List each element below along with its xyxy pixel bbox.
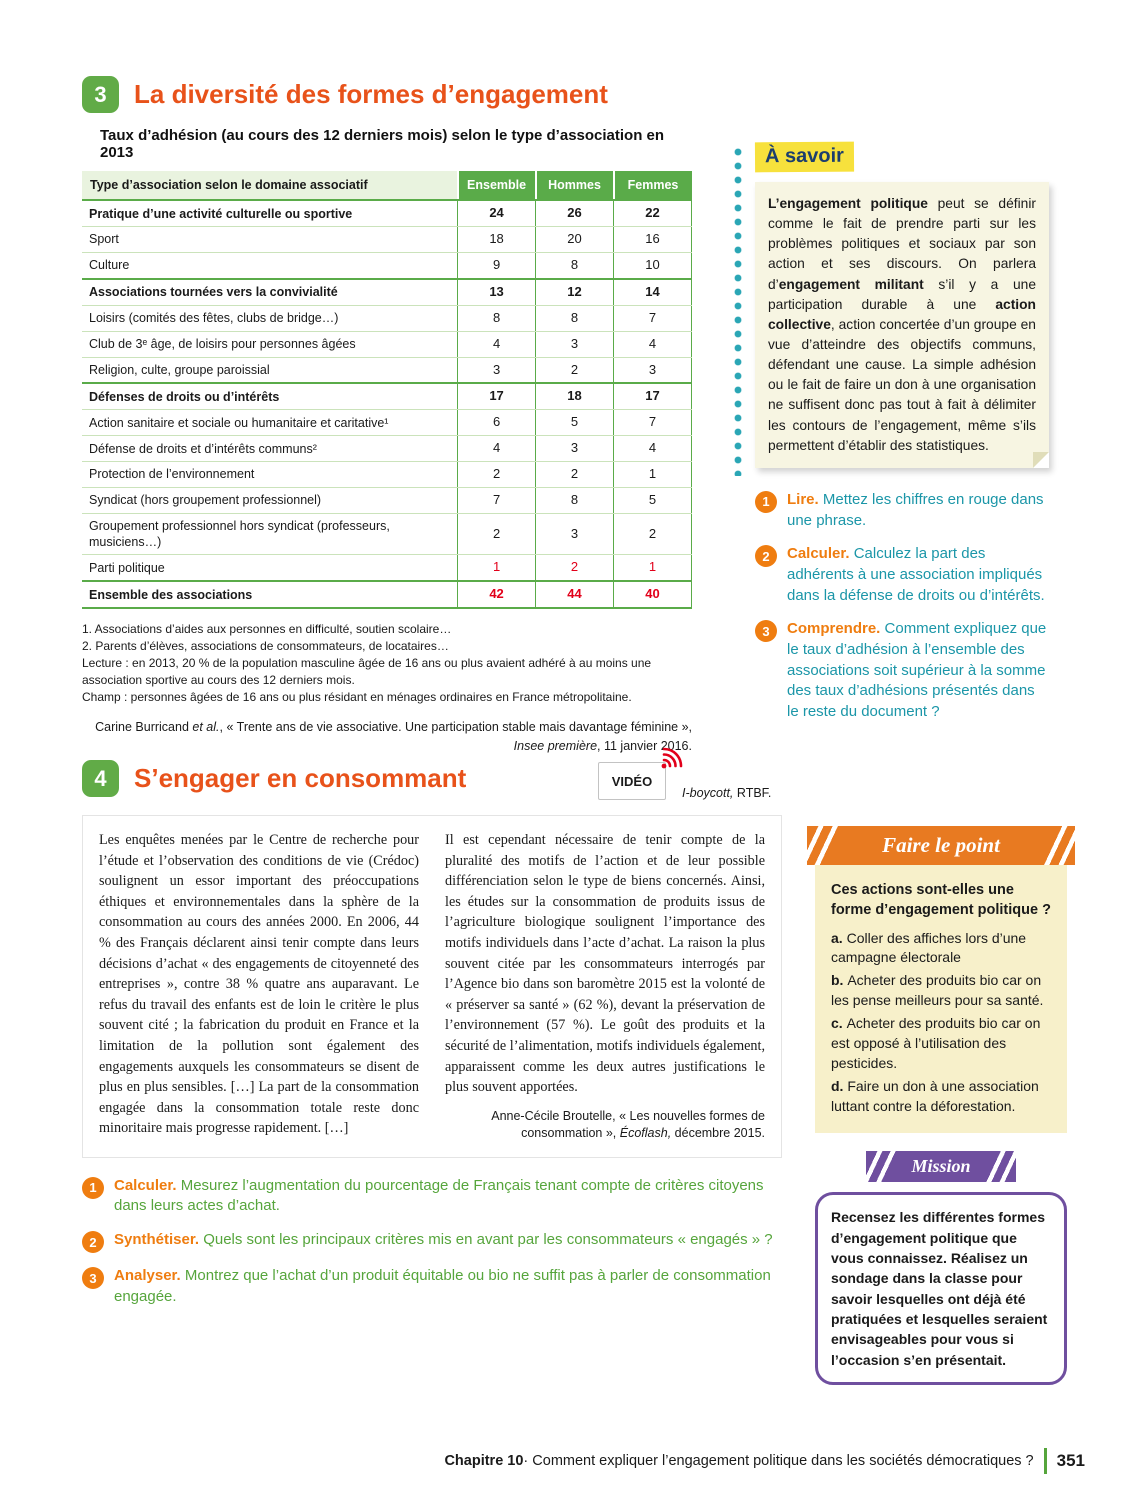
table-row — [82, 410, 692, 436]
table-header-row — [82, 171, 692, 200]
a-savoir-sidebar — [737, 142, 1049, 736]
row-label: Groupement professionnel hors syndicat (professeurs, musiciens…) — [82, 513, 458, 555]
chapter-label: Chapitre 10 — [444, 1453, 524, 1469]
row-label: Associations tournées vers la convivialité — [82, 279, 458, 305]
mission-box: Recensez les différentes formes d’engagement politique que vous connaissez. Réalisez un sondage dans la classe pour savoir lesquelles ont déjà été pratiquées et lesquelles seraient envisageables pour vous si l’occasion s’en présentait. — [815, 1192, 1067, 1384]
row-label: Défenses de droits ou d’intérêts — [82, 383, 458, 409]
a-savoir-text — [768, 194, 1036, 456]
bold-term: action collective — [768, 296, 1036, 332]
row-value: 2 — [536, 462, 614, 488]
checklist-item: a. Coller des affiches lors d’une campagne électorale — [831, 929, 1027, 966]
a-savoir-inner — [755, 142, 1049, 723]
faire-le-point-question: Ces actions sont-elles une forme d’engagement politique ? — [831, 882, 1051, 919]
video-caption — [682, 786, 771, 800]
section3-title: La diversité des formes d’engagement — [134, 79, 608, 109]
question-number-badge: 3 — [82, 1267, 104, 1289]
row-value: 5 — [536, 410, 614, 436]
section3-number-badge: 3 — [82, 76, 119, 113]
bold-term: L’engagement politique — [768, 196, 928, 211]
text-segment: s’il y a une participation durable à une — [768, 276, 1036, 312]
page-footer — [444, 1448, 1085, 1474]
row-label: Protection de l’environnement — [82, 462, 458, 488]
row-value: 42 — [458, 581, 536, 608]
table-row — [82, 581, 692, 608]
row-value: 2 — [536, 357, 614, 383]
row-value: 7 — [458, 488, 536, 514]
question-verb: Comprendre. — [787, 620, 885, 638]
doc-source-publication: Écoflash, — [619, 1126, 672, 1141]
row-value: 18 — [458, 227, 536, 253]
question-number-badge: 1 — [755, 491, 777, 513]
checklist-item-letter: d. — [831, 1077, 848, 1094]
row-value: 12 — [536, 279, 614, 305]
faire-le-point-items — [831, 929, 1051, 1117]
row-value: 4 — [614, 331, 692, 357]
row-label: Parti politique — [82, 555, 458, 581]
row-value: 22 — [614, 200, 692, 226]
question-verb: Synthétiser. — [114, 1231, 204, 1249]
row-value: 40 — [614, 581, 692, 608]
row-value: 4 — [614, 436, 692, 462]
row-value: 8 — [536, 253, 614, 279]
row-value: 2 — [458, 513, 536, 555]
checklist-item-letter: a. — [831, 929, 847, 946]
table-title: Taux d’adhésion (au cours des 12 derniers mois) selon le type d’association en 2013 — [100, 127, 665, 161]
adhesion-table — [82, 171, 692, 609]
table-row — [82, 436, 692, 462]
table-row — [82, 305, 692, 331]
bold-term: engagement militant — [778, 276, 924, 292]
source-authors-etal: et al. — [192, 720, 220, 735]
row-value: 13 — [458, 279, 536, 305]
row-value: 8 — [458, 305, 536, 331]
row-label: Culture — [82, 253, 458, 279]
a-savoir-heading — [755, 142, 1049, 172]
row-value: 7 — [614, 305, 692, 331]
column-header-femmes: Femmes — [614, 171, 692, 200]
question-item — [82, 1176, 782, 1217]
question-number-badge: 2 — [82, 1231, 104, 1253]
question-number-badge: 2 — [755, 545, 777, 567]
video-caption-channel: RTBF. — [733, 786, 772, 800]
document-column-1: Les enquêtes menées par le Centre de recherche pour l’étude et l’observation des conditions de vie (Crédoc) soulignent un essor important des préoccupations éthiques et environnementales dans la sphère de la consommation au cours des années 2000. En 2006, 44 % des Français déclarent ainsi tenir compte dans leurs décisions d’achat « des engagements de citoyenneté des entreprises », contre 38 % quatre ans auparavant. Le refus du travail des enfants est de loin le critère le plus souvent cité ; la fabrication du produit en France et la limitation de la pollution sont également des engagements auxquels les consommateurs se disent de plus en plus sensibles. […] La part de la consommation engagée dans la consommation totale reste donc minoritaire mais progresse rapidement. […] — [99, 832, 419, 1137]
section4-questions — [82, 1176, 782, 1308]
row-value: 8 — [536, 488, 614, 514]
row-value: 17 — [614, 383, 692, 409]
row-value: 26 — [536, 200, 614, 226]
broadcast-icon — [660, 744, 686, 770]
question-text: Comprendre. Comment expliquez que le taux d’adhésion à l’ensemble des associations soit supérieur à la somme des taux d’adhésions présentés dans le reste du document ? — [787, 620, 1047, 721]
document-column-2 — [445, 830, 765, 1143]
question-number-badge: 3 — [755, 620, 777, 642]
text-segment: peut se définir comme le fait de prendre parti sur les problèmes politiques et sociaux par son action et ses discours. On parlera d’ — [768, 196, 1036, 292]
question-item — [755, 544, 1049, 606]
table-row — [82, 200, 692, 226]
document-excerpt — [82, 815, 782, 1158]
row-value: 3 — [536, 436, 614, 462]
row-label: Pratique d’une activité culturelle ou sportive — [82, 200, 458, 226]
section3-header — [82, 76, 694, 113]
question-verb: Calculer. — [114, 1176, 181, 1194]
row-value: 8 — [536, 305, 614, 331]
chapter-title: · Comment expliquer l’engagement politique dans les sociétés démocratiques ? — [523, 1453, 1034, 1469]
table-row — [82, 331, 692, 357]
table-row — [82, 227, 692, 253]
table-row — [82, 253, 692, 279]
column-header-ensemble: Ensemble — [458, 171, 536, 200]
footnote-line: 1. Associations d’aides aux personnes en difficulté, soutien scolaire… — [82, 622, 452, 637]
question-item — [82, 1266, 782, 1307]
dotted-border-decoration — [733, 146, 743, 476]
row-value: 4 — [458, 331, 536, 357]
document-source — [445, 1108, 765, 1143]
row-value: 2 — [458, 462, 536, 488]
row-label: Ensemble des associations — [82, 581, 458, 608]
question-verb: Lire. — [787, 490, 823, 508]
row-value: 6 — [458, 410, 536, 436]
row-value: 18 — [536, 383, 614, 409]
question-text: Calculer. Calculez la part des adhérents à une association impliqués dans la défense de droits ou d’intérêts. — [787, 545, 1045, 604]
doc-source-author: Anne-Cécile Broutelle, « Les nouvelles formes de consommation », — [491, 1108, 765, 1141]
row-label: Religion, culte, groupe paroissial — [82, 357, 458, 383]
question-text: Analyser. Montrez que l’achat d’un produit équitable ou bio ne suffit pas à parler de consommation engagée. — [114, 1267, 771, 1305]
table-row — [82, 357, 692, 383]
adhesion-table-body — [82, 200, 692, 608]
question-number-badge: 1 — [82, 1177, 104, 1199]
faire-le-point-panel — [815, 833, 1067, 1133]
question-item — [82, 1230, 782, 1253]
checklist-item: d. Faire un don à une association luttant contre la déforestation. — [831, 1077, 1039, 1114]
table-corner-header: Type d’association selon le domaine associatif — [82, 171, 458, 200]
checklist-item-letter: c. — [831, 1015, 847, 1032]
footnote-line: Lecture : en 2013, 20 % de la population masculine âgée de 16 ans ou plus avaient adhéré à au moins une association sportive au cours des 12 derniers mois. — [82, 656, 652, 688]
row-label: Club de 3ᵉ âge, de loisirs pour personnes âgées — [82, 331, 458, 357]
question-text: Lire. Mettez les chiffres en rouge dans une phrase. — [787, 490, 1044, 529]
row-value: 1 — [614, 555, 692, 581]
row-value: 5 — [614, 488, 692, 514]
row-label: Défense de droits et d’intérêts communs² — [82, 436, 458, 462]
question-text: Calculer. Mesurez l’augmentation du pourcentage de Français tenant compte de critères citoyens dans leurs actes d’achat. — [114, 1176, 764, 1215]
document-column-2-text: Il est cependant nécessaire de tenir compte de la pluralité des motifs de l’action et de leur possible différenciation selon le type de biens concernés. Ainsi, les études sur la consommation de produits issus de l’agriculture biologique soulignent l’importance des motifs individuels dans l’acte d’achat. La raison la plus souvent citée par les consommateurs interrogés par l’Agence bio dans son baromètre 2015 est la volonté de « préserver sa santé » (62 %), devant la préservation de l’environnement (57 %). Le goût des produits et la sécurité de l’alimentation, motifs individuels également, apparaissent comme les deux autres justifications le plus souvent apportées. — [445, 832, 765, 1096]
a-savoir-note — [755, 182, 1049, 468]
row-value: 2 — [614, 513, 692, 555]
page-number: 351 — [1056, 1451, 1085, 1470]
video-button[interactable]: VIDÉO — [598, 762, 666, 800]
row-value: 20 — [536, 227, 614, 253]
video-caption-title: I-boycott, — [682, 786, 734, 800]
row-label: Action sanitaire et sociale ou humanitaire et caritative¹ — [82, 410, 458, 436]
row-value: 3 — [536, 513, 614, 555]
row-value: 17 — [458, 383, 536, 409]
row-value: 1 — [614, 462, 692, 488]
footnote-line: Champ : personnes âgées de 16 ans ou plus résidant en ménages ordinaires en France métropolitaine. — [82, 690, 632, 705]
row-value: 3 — [458, 357, 536, 383]
row-label: Loisirs (comités des fêtes, clubs de bridge…) — [82, 305, 458, 331]
row-value: 4 — [458, 436, 536, 462]
row-value: 10 — [614, 253, 692, 279]
section4 — [82, 760, 782, 1320]
text-segment: , action concertée d’un groupe en vue d’atteindre des objectifs communs, défendant une cause. La simple adhésion ou le fait de faire un don à une organisation ne suffisent donc pas tout à fait à délimiter les contours de l’engagement, même s’ils permettent d’établir des statistiques. — [768, 316, 1036, 453]
table-source — [82, 718, 694, 754]
source-text: , « Trente ans de vie associative. Une participation stable mais davantage féminine », — [219, 720, 692, 735]
question-item — [755, 619, 1049, 722]
row-value: 16 — [614, 227, 692, 253]
source-date: , 11 janvier 2016. — [597, 738, 692, 753]
highlighted-title: À savoir — [755, 142, 854, 173]
section3-questions — [755, 490, 1049, 723]
source-publication: Insee première — [513, 738, 598, 753]
row-value: 24 — [458, 200, 536, 226]
question-item — [755, 490, 1049, 531]
table-footnotes — [82, 621, 694, 706]
footnote-line: 2. Parents d’élèves, associations de consommateurs, de locataires… — [82, 639, 449, 654]
row-value: 14 — [614, 279, 692, 305]
table-row — [82, 488, 692, 514]
section3 — [82, 76, 694, 755]
question-text: Synthétiser. Quels sont les principaux critères mis en avant par les consommateurs « engagés » ? — [114, 1231, 773, 1249]
question-verb: Calculer. — [787, 545, 854, 563]
row-label: Syndicat (hors groupement professionnel) — [82, 488, 458, 514]
table-row — [82, 279, 692, 305]
row-value: 7 — [614, 410, 692, 436]
row-value: 9 — [458, 253, 536, 279]
mission-ribbon: Mission — [866, 1151, 1016, 1182]
row-value: 44 — [536, 581, 614, 608]
row-value: 2 — [536, 555, 614, 581]
row-value: 3 — [536, 331, 614, 357]
row-value: 3 — [614, 357, 692, 383]
table-row — [82, 462, 692, 488]
section4-number-badge: 4 — [82, 760, 119, 797]
doc-source-date: décembre 2015. — [671, 1126, 765, 1141]
faire-le-point-ribbon: Faire le point — [807, 826, 1075, 865]
table-row — [82, 513, 692, 555]
checklist-item-letter: b. — [831, 972, 848, 989]
footer-divider — [1044, 1448, 1047, 1474]
row-label: Sport — [82, 227, 458, 253]
right-rail — [815, 828, 1067, 1385]
column-header-hommes: Hommes — [536, 171, 614, 200]
row-value: 1 — [458, 555, 536, 581]
checklist-item: c. Acheter des produits bio car on est opposé à l’utilisation des pesticides. — [831, 1015, 1041, 1071]
source-text: Carine Burricand — [95, 720, 193, 735]
table-row — [82, 555, 692, 581]
section4-title: S’engager en consommant — [134, 763, 467, 793]
table-row — [82, 383, 692, 409]
checklist-item: b. Acheter des produits bio car on les pense meilleurs pour sa santé. — [831, 972, 1044, 1009]
question-verb: Analyser. — [114, 1267, 185, 1285]
